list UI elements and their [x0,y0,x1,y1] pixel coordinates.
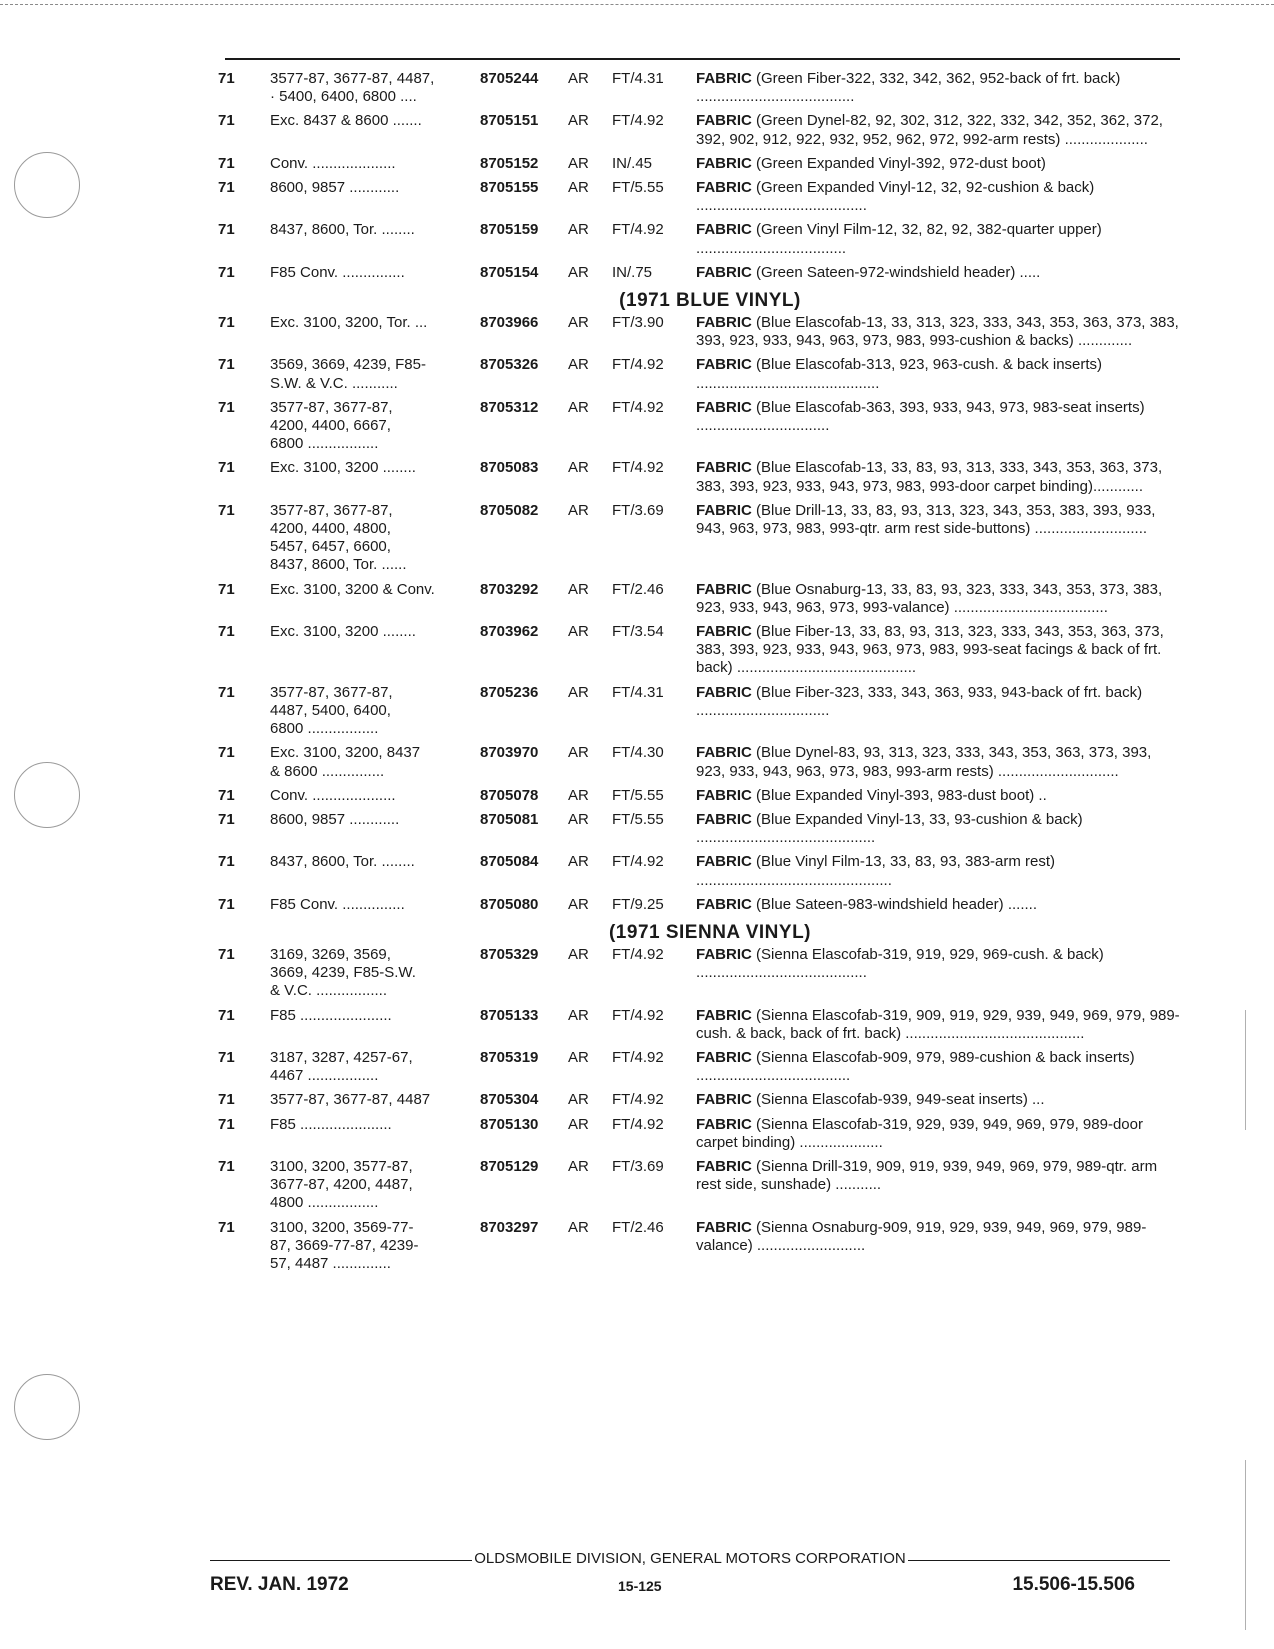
unit-price: FT/4.92 [612,221,664,239]
unit-price: FT/4.31 [612,683,664,701]
quantity: AR [568,945,589,963]
quantity: AR [568,154,589,172]
model-applicability: 8600, 9857 ............ [270,810,400,828]
part-description [696,314,1180,350]
part-row [210,684,1180,739]
fabric-label: FABRIC [696,580,752,598]
unit-price: FT/3.69 [612,501,664,519]
footer-page-number: 15-125 [618,1578,662,1594]
binder-hole-middle [14,762,80,828]
part-description [696,811,1180,847]
catalog-page [210,58,1180,1598]
description-text: (Green Sateen-972-windshield header) ..... [756,263,1041,281]
model-applicability: F85 ...................... [270,1006,392,1024]
part-number: 8705130 [480,1115,539,1133]
unit-price: FT/5.55 [612,786,664,804]
fabric-label: FABRIC [696,501,752,519]
part-number: 8705236 [480,683,539,701]
description-text: (Sienna Elascofab-939, 949-seat inserts) ... [756,1091,1045,1109]
model-applicability: Exc. 3100, 3200, Tor. ... [270,314,428,332]
part-description [696,946,1180,1001]
quantity: AR [568,1048,589,1066]
top-rule [225,58,1180,60]
description-text: (Green Fiber-322, 332, 342, 362, 952-back of frt. back) ...................................... [696,70,1121,106]
quantity: AR [568,70,589,87]
description-text: (Blue Expanded Vinyl-13, 33, 93-cushion & back) ........................................... [696,810,1083,847]
model-applicability: Exc. 3100, 3200 ........ [270,623,416,641]
part-description [696,1007,1180,1043]
model-year: 71 [218,70,235,87]
unit-price: FT/3.54 [612,623,664,641]
part-number: 8703966 [480,314,539,332]
part-number: 8705084 [480,853,539,871]
part-number: 8705312 [480,398,539,416]
model-year: 71 [218,580,235,598]
fabric-label: FABRIC [696,70,752,87]
parts-listing [210,70,1180,1279]
fabric-label: FABRIC [696,1048,752,1066]
model-applicability: 3569, 3669, 4239, F85- S.W. & V.C. ........... [270,356,426,392]
fabric-label: FABRIC [696,623,752,641]
description-text: (Blue Expanded Vinyl-393, 983-dust boot) .. [756,786,1047,804]
model-applicability: Conv. .................... [270,786,396,804]
model-year: 71 [218,683,235,701]
description-text: (Blue Drill-13, 33, 83, 93, 313, 323, 343, 353, 383, 393, 933, 943, 963, 973, 983, 993-qtr. arm rest side-buttons) ........................... [696,501,1156,538]
part-description [696,1219,1180,1274]
unit-price: FT/4.92 [612,945,664,963]
part-description [696,70,1180,106]
quantity: AR [568,580,589,598]
model-year: 71 [218,1115,235,1133]
description-text: (Blue Osnaburg-13, 33, 83, 93, 323, 333, 343, 353, 373, 383, 923, 933, 943, 963, 973, 993-valance) ..................................... [696,580,1163,616]
description-text: (Sienna Elascofab-319, 929, 939, 949, 969, 979, 989-door carpet binding) .................... [696,1115,1143,1151]
part-number: 8703297 [480,1218,539,1236]
quantity: AR [568,786,589,804]
fabric-label: FABRIC [696,1091,752,1109]
part-number: 8705078 [480,786,539,804]
model-year: 71 [218,221,235,239]
part-description [696,787,1180,805]
quantity: AR [568,1157,589,1175]
model-year: 71 [218,398,235,416]
part-row [210,896,1180,914]
description-text: (Blue Elascofab-13, 33, 83, 93, 313, 333, 343, 353, 363, 373, 383, 393, 923, 933, 943, 973, 983, 993-door carpet binding)............ [696,459,1163,495]
quantity: AR [568,459,589,477]
footer-section-number: 15.506-15.506 [1012,1574,1135,1595]
unit-price: FT/4.92 [612,853,664,871]
part-number: 8703962 [480,623,539,641]
description-text: (Green Expanded Vinyl-12, 32, 92-cushion & back) ......................................... [696,179,1095,215]
description-text: (Sienna Drill-319, 909, 919, 939, 949, 969, 979, 989-qtr. arm rest side, sunshade) ........... [696,1157,1158,1194]
description-text: (Blue Elascofab-313, 923, 963-cush. & back inserts) ............................................ [696,356,1103,392]
unit-price: FT/4.92 [612,459,664,477]
model-year: 71 [218,314,235,332]
model-applicability: 3577-87, 3677-87, 4200, 4400, 6667, 6800 ................. [270,398,393,453]
part-number: 8705129 [480,1157,539,1175]
model-year: 71 [218,1157,235,1175]
part-description [696,179,1180,215]
fabric-label: FABRIC [696,744,752,762]
fabric-label: FABRIC [696,459,752,477]
part-row [210,623,1180,678]
model-applicability: Conv. .................... [270,154,396,172]
part-row [210,1091,1180,1109]
part-description [696,1116,1180,1152]
unit-price: FT/4.92 [612,1091,664,1109]
model-applicability: F85 Conv. ............... [270,263,405,281]
fabric-label: FABRIC [696,221,752,239]
quantity: AR [568,1006,589,1024]
model-applicability: 3577-87, 3677-87, 4487 [270,1091,431,1109]
model-applicability: F85 ...................... [270,1115,392,1133]
unit-price: FT/4.30 [612,744,664,762]
part-number: 8705329 [480,945,539,963]
part-number: 8705083 [480,459,539,477]
page-top-edge [0,4,1274,5]
binder-hole-top [14,152,80,218]
part-row [210,946,1180,1001]
part-row [210,744,1180,780]
part-row [210,853,1180,889]
quantity: AR [568,356,589,374]
part-description [696,502,1180,575]
part-description [696,1158,1180,1213]
part-description [696,221,1180,257]
part-number: 8703292 [480,580,539,598]
part-row [210,314,1180,350]
part-row [210,581,1180,617]
quantity: AR [568,1115,589,1133]
fabric-label: FABRIC [696,263,752,281]
fabric-label: FABRIC [696,1157,752,1175]
model-applicability: Exc. 8437 & 8600 ....... [270,112,422,130]
part-row [210,1116,1180,1152]
part-row [210,1007,1180,1043]
quantity: AR [568,1218,589,1236]
fabric-label: FABRIC [696,112,752,130]
part-number: 8705133 [480,1006,539,1024]
part-description [696,744,1180,780]
fabric-label: FABRIC [696,786,752,804]
part-number: 8705155 [480,179,539,197]
part-row [210,356,1180,392]
unit-price: FT/4.31 [612,70,664,87]
quantity: AR [568,853,589,871]
part-row [210,70,1180,106]
page-footer [210,1550,1180,1598]
model-applicability: 3577-87, 3677-87, 4487, 5400, 6400, 6800 ................. [270,683,393,738]
description-text: (Green Dynel-82, 92, 302, 312, 322, 332, 342, 352, 362, 372, 392, 902, 912, 922, 932, 952, 962, 972, 992-arm rests) .................... [696,112,1163,148]
part-description [696,896,1180,914]
quantity: AR [568,895,589,913]
unit-price: FT/2.46 [612,580,664,598]
part-number: 8705082 [480,501,539,519]
fabric-label: FABRIC [696,945,752,963]
binder-hole-bottom [14,1374,80,1440]
part-row [210,502,1180,575]
model-applicability: Exc. 3100, 3200 ........ [270,459,416,477]
part-number: 8705159 [480,221,539,239]
part-row [210,811,1180,847]
part-row [210,459,1180,495]
part-number: 8705304 [480,1091,539,1109]
unit-price: IN/.75 [612,263,653,281]
model-year: 71 [218,112,235,130]
model-year: 71 [218,356,235,374]
model-year: 71 [218,810,235,828]
part-row [210,1219,1180,1274]
fabric-label: FABRIC [696,810,752,828]
part-number: 8705319 [480,1048,539,1066]
part-description [696,853,1180,889]
model-applicability: 3100, 3200, 3577-87, 3677-87, 4200, 4487, 4800 ................. [270,1157,413,1212]
unit-price: FT/4.92 [612,112,664,130]
model-year: 71 [218,895,235,913]
description-text: (Blue Elascofab-363, 393, 933, 943, 973, 983-seat inserts) ................................ [696,398,1145,435]
model-year: 71 [218,1218,235,1236]
part-description [696,623,1180,678]
description-text: (Green Vinyl Film-12, 32, 82, 92, 382-quarter upper) .................................... [696,221,1102,257]
model-applicability: 8600, 9857 ............ [270,179,400,197]
model-year: 71 [218,1091,235,1109]
model-applicability: 3577-87, 3677-87, 4200, 4400, 4800, 5457, 6457, 6600, 8437, 8600, Tor. ...... [270,501,407,574]
part-description [696,581,1180,617]
fabric-label: FABRIC [696,179,752,197]
description-text: (Sienna Osnaburg-909, 919, 929, 939, 949, 969, 979, 989-valance) .......................... [696,1218,1147,1254]
unit-price: IN/.45 [612,154,653,172]
part-row [210,221,1180,257]
section-title: (1971 SIENNA VINYL) [608,921,811,943]
model-applicability: 3169, 3269, 3569, 3669, 4239, F85-S.W. & V.C. ................. [270,945,416,1000]
part-row [210,1158,1180,1213]
part-number: 8705081 [480,810,539,828]
model-year: 71 [218,501,235,519]
part-number: 8705152 [480,154,539,172]
model-year: 71 [218,263,235,281]
model-applicability: 8437, 8600, Tor. ........ [270,221,415,239]
fabric-label: FABRIC [696,356,752,374]
fabric-label: FABRIC [696,314,752,332]
unit-price: FT/4.92 [612,356,664,374]
part-description [696,399,1180,454]
quantity: AR [568,314,589,332]
model-applicability: 3100, 3200, 3569-77- 87, 3669-77-87, 4239- 57, 4487 .............. [270,1218,419,1272]
unit-price: FT/4.92 [612,398,664,416]
fabric-label: FABRIC [696,853,752,871]
quantity: AR [568,501,589,519]
unit-price: FT/5.55 [612,810,664,828]
unit-price: FT/4.92 [612,1048,664,1066]
unit-price: FT/3.90 [612,314,664,332]
unit-price: FT/9.25 [612,895,664,913]
description-text: (Blue Vinyl Film-13, 33, 83, 93, 383-arm rest) ............................................... [696,853,1056,889]
fabric-label: FABRIC [696,1115,752,1133]
quantity: AR [568,263,589,281]
quantity: AR [568,398,589,416]
model-year: 71 [218,623,235,641]
part-number: 8703970 [480,744,539,762]
part-row [210,787,1180,805]
description-text: (Blue Dynel-83, 93, 313, 323, 333, 343, 353, 363, 373, 393, 923, 933, 943, 963, 973, 983, 993-arm rests) ............................. [696,744,1152,780]
part-description [696,459,1180,495]
description-text: (Sienna Elascofab-319, 919, 929, 969-cush. & back) ......................................... [696,945,1104,982]
model-year: 71 [218,786,235,804]
description-text: (Sienna Elascofab-319, 909, 919, 929, 939, 949, 969, 979, 989-cush. & back, back of frt. back) ........................................... [696,1006,1180,1042]
part-number: 8705244 [480,70,539,87]
footer-revision: REV. JAN. 1972 [210,1574,349,1595]
part-description [696,1091,1180,1109]
footer-corporation: OLDSMOBILE DIVISION, GENERAL MOTORS CORPORATION [474,1550,906,1567]
quantity: AR [568,221,589,239]
part-row [210,155,1180,173]
page-edge-mark [1245,1010,1246,1130]
part-description [696,1049,1180,1085]
unit-price: FT/4.92 [612,1115,664,1133]
model-applicability: 8437, 8600, Tor. ........ [270,853,415,871]
part-description [696,155,1180,173]
model-applicability: Exc. 3100, 3200 & Conv. [270,580,435,598]
fabric-label: FABRIC [696,154,752,172]
unit-price: FT/3.69 [612,1157,664,1175]
description-text: (Blue Elascofab-13, 33, 313, 323, 333, 343, 353, 363, 373, 383, 393, 923, 933, 943, 963, 973, 983, 993-cushion & backs) ............. [696,314,1179,350]
model-applicability: 3187, 3287, 4257-67, 4467 ................. [270,1048,413,1085]
model-year: 71 [218,179,235,197]
part-row [210,179,1180,215]
model-applicability: 3577-87, 3677-87, 4487, · 5400, 6400, 6800 .... [270,70,435,106]
description-text: (Blue Fiber-323, 333, 343, 363, 933, 943-back of frt. back) ................................ [696,683,1143,719]
part-row [210,264,1180,282]
description-text: (Blue Fiber-13, 33, 83, 93, 313, 323, 333, 343, 353, 363, 373, 383, 393, 923, 933, 943, 963, 973, 983, 993-seat facings & back of frt. back) ........................................... [696,623,1164,677]
part-description [696,264,1180,282]
part-number: 8705326 [480,356,539,374]
model-year: 71 [218,853,235,871]
model-year: 71 [218,945,235,963]
section-title: (1971 BLUE VINYL) [619,290,801,312]
part-number: 8705154 [480,263,539,281]
quantity: AR [568,1091,589,1109]
page-edge-mark [1245,1460,1246,1630]
fabric-label: FABRIC [696,1218,752,1236]
part-description [696,684,1180,739]
quantity: AR [568,179,589,197]
part-description [696,112,1180,148]
part-description [696,356,1180,392]
quantity: AR [568,810,589,828]
unit-price: FT/4.92 [612,1006,664,1024]
model-applicability: F85 Conv. ............... [270,895,405,913]
part-number: 8705080 [480,895,539,913]
fabric-label: FABRIC [696,1006,752,1024]
part-row [210,1049,1180,1085]
model-year: 71 [218,459,235,477]
part-row [210,112,1180,148]
part-row [210,399,1180,454]
model-applicability: Exc. 3100, 3200, 8437 & 8600 ............... [270,744,421,780]
model-year: 71 [218,154,235,172]
part-number: 8705151 [480,112,539,130]
unit-price: FT/2.46 [612,1218,664,1236]
description-text: (Green Expanded Vinyl-392, 972-dust boot) [756,154,1046,172]
fabric-label: FABRIC [696,895,752,913]
model-year: 71 [218,1048,235,1066]
fabric-label: FABRIC [696,398,752,416]
model-year: 71 [218,1006,235,1024]
fabric-label: FABRIC [696,683,752,701]
description-text: (Blue Sateen-983-windshield header) ....... [756,895,1038,913]
quantity: AR [568,744,589,762]
quantity: AR [568,683,589,701]
description-text: (Sienna Elascofab-909, 979, 989-cushion & back inserts) ..................................... [696,1048,1135,1085]
quantity: AR [568,112,589,130]
unit-price: FT/5.55 [612,179,664,197]
quantity: AR [568,623,589,641]
model-year: 71 [218,744,235,762]
